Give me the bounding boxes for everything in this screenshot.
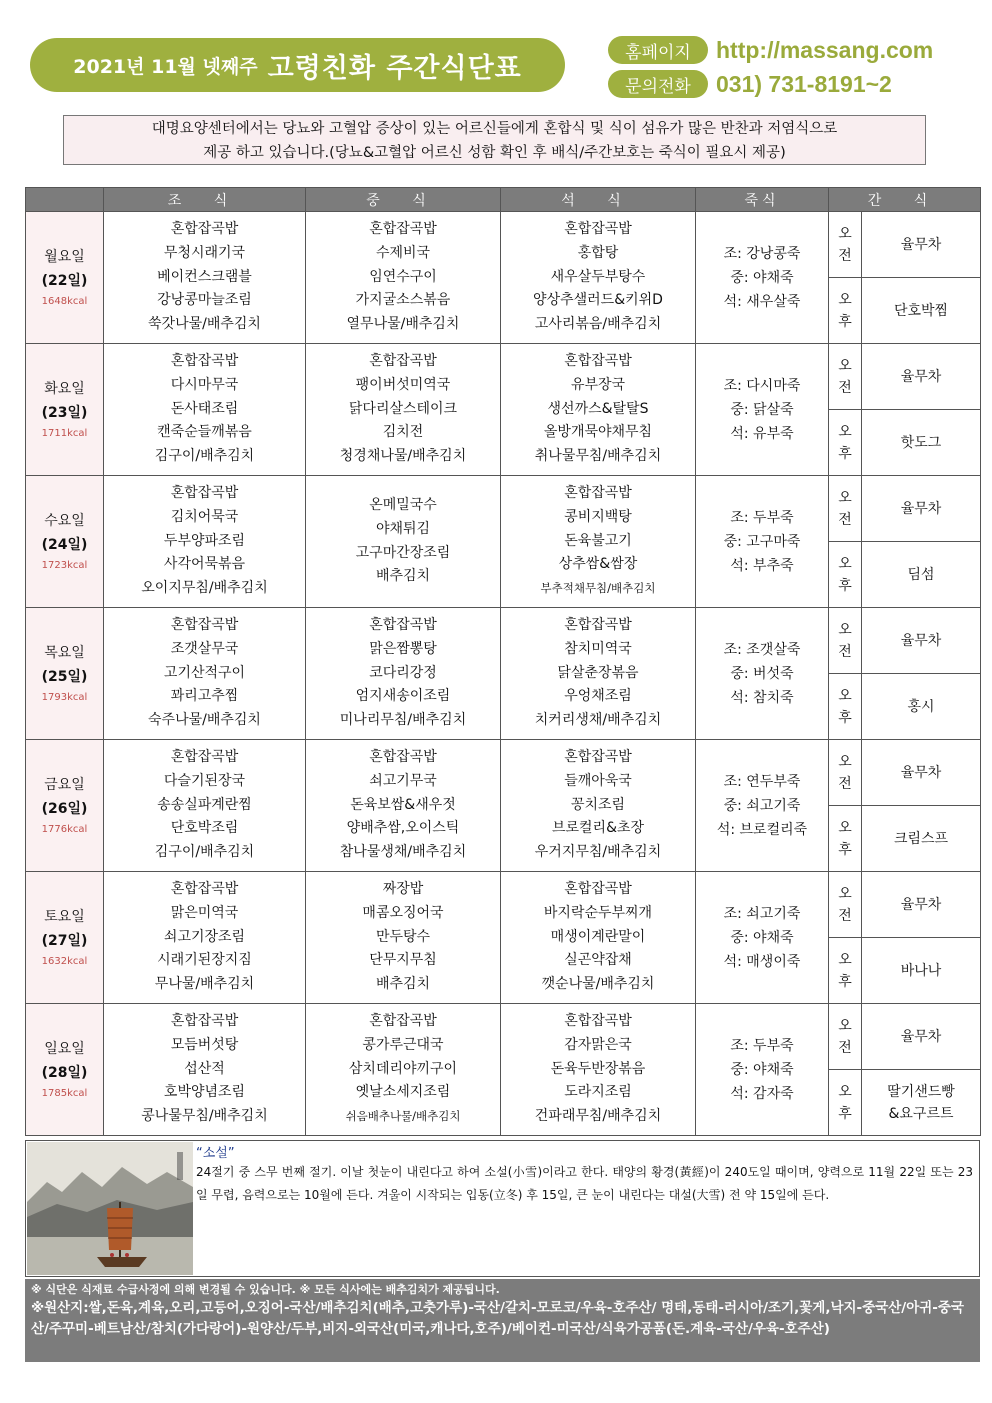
menu-item: 강낭콩마늘조림 [157, 292, 252, 309]
menu-item: 닭살춘장볶음 [557, 664, 639, 681]
menu-item: 실곤약잡채 [564, 952, 632, 969]
porridge-cell [696, 212, 829, 344]
season-text: 24절기 중 스무 번째 절기. 이날 첫눈이 내린다고 하여 소설(小雪)이라고 한다. 태양의 황경(黃經)이 240도일 때이며, 양력으로 11월 22일 또는 23일 무렵, 음력으로는 10월에 든다. 겨울이 시작되는 입동(立冬) 후 15일, 큰 눈이 내린다는 대설(大雪) 전 약 15일에 든다. [196, 1165, 973, 1202]
porridge-cell [696, 476, 829, 608]
menu-item: 청경채나물/배추김치 [339, 448, 467, 465]
menu-item: 수제비국 [375, 244, 431, 261]
menu-item: 캔죽순들깨볶음 [157, 424, 252, 441]
day-name: 목요일 [44, 644, 85, 661]
snack-am-label: 오 전 [829, 740, 862, 806]
dinner-cell [501, 1004, 696, 1136]
menu-item: 혼합잡곡밥 [170, 617, 239, 633]
menu-item: 매콤오징어국 [362, 904, 444, 921]
breakfast-cell [104, 212, 306, 344]
menu-item: 혼합잡곡밥 [170, 1013, 239, 1029]
menu-item: 사각어묵볶음 [163, 556, 246, 573]
snack-pm-label: 오 후 [829, 410, 862, 476]
menu-item: 삼치데리야끼구이 [348, 1060, 458, 1077]
menu-item: 부추적채무침/배추김치 [540, 581, 656, 596]
day-cell [26, 872, 104, 1004]
table-row [26, 1004, 981, 1070]
dinner-cell [501, 212, 696, 344]
snack-am: 율무차 [862, 740, 981, 806]
table-row [26, 608, 981, 674]
snack-pm: 단호박찜 [862, 278, 981, 344]
snack-pm: 핫도그 [862, 410, 981, 476]
snack-pm: 딸기샌드빵 &요구르트 [862, 1070, 981, 1136]
day-date: (28일) [41, 1064, 88, 1081]
menu-item: 숙주나물/배추김치 [148, 712, 261, 729]
porridge-item: 조: 다시마죽 [723, 377, 801, 394]
snack-pm: 딤섬 [862, 542, 981, 608]
porridge-item: 석: 브로컬리죽 [716, 821, 808, 838]
menu-item: 혼합잡곡밥 [369, 617, 437, 633]
menu-item: 들깨아욱국 [564, 772, 632, 789]
title-prefix: 2021년 11월 넷째주 [73, 55, 258, 78]
menu-item: 혼합잡곡밥 [170, 221, 239, 237]
menu-item: 짜장밥 [382, 881, 424, 897]
menu-item: 조갯살무국 [170, 640, 239, 657]
menu-item: 고사리볶음/배추김치 [534, 316, 662, 333]
day-cell [26, 1004, 104, 1136]
menu-item: 돈육불고기 [564, 532, 632, 549]
porridge-item: 석: 참치죽 [730, 689, 794, 706]
season-box [25, 1140, 980, 1277]
porridge-cell [696, 872, 829, 1004]
lunch-cell [306, 1004, 501, 1136]
menu-item: 온메밀국수 [369, 496, 437, 513]
menu-item: 맑은미역국 [170, 904, 239, 921]
snack-pm-label: 오 후 [829, 278, 862, 344]
lunch-cell [306, 740, 501, 872]
day-kcal: 1648kcal [41, 295, 88, 307]
menu-item: 우거지무침/배추김치 [534, 844, 662, 861]
menu-item: 브로컬리&초장 [551, 820, 645, 837]
menu-item: 도라지조림 [564, 1084, 632, 1101]
day-cell [26, 608, 104, 740]
lunch-cell [306, 476, 501, 608]
header-lunch: 중 식 [306, 188, 501, 212]
menu-item: 엄지새송이조림 [355, 688, 451, 705]
breakfast-cell [104, 872, 306, 1004]
porridge-item: 조: 연두부죽 [723, 773, 801, 790]
menu-item: 바지락순두부찌개 [543, 904, 653, 921]
menu-item: 야채튀김 [375, 520, 431, 537]
porridge-item: 석: 새우살죽 [723, 293, 801, 310]
title-banner [30, 38, 565, 92]
porridge-item: 조: 두부죽 [730, 509, 794, 526]
menu-item: 혼합잡곡밥 [369, 221, 437, 237]
header-dinner: 석 식 [501, 188, 696, 212]
porridge-item: 중: 야채죽 [730, 1061, 794, 1078]
season-painting-image [27, 1142, 193, 1275]
porridge-item: 중: 야채죽 [730, 269, 794, 286]
menu-item: 임연수구이 [369, 268, 437, 285]
menu-item: 혼합잡곡밥 [564, 353, 632, 369]
menu-item: 두부양파조림 [163, 532, 246, 549]
day-kcal: 1632kcal [41, 955, 88, 967]
table-row [26, 344, 981, 410]
snack-pm-label: 오 후 [829, 542, 862, 608]
footer-box [25, 1279, 980, 1362]
menu-item: 참나물생채/배추김치 [339, 844, 467, 861]
menu-item: 무청시래기국 [163, 244, 246, 261]
menu-item: 올방개묵야채무침 [543, 424, 653, 441]
day-date: (27일) [41, 932, 88, 949]
menu-item: 돈사태조림 [170, 400, 239, 417]
menu-item: 배추김치 [375, 568, 431, 585]
menu-item: 다시마무국 [170, 376, 239, 393]
porridge-item: 조: 쇠고기죽 [723, 905, 801, 922]
snack-am: 율무차 [862, 476, 981, 542]
snack-am-label: 오 전 [829, 476, 862, 542]
breakfast-cell [104, 608, 306, 740]
lunch-cell [306, 344, 501, 476]
menu-item: 미나리무침/배추김치 [339, 712, 467, 729]
page-title: 고령친화 주간식단표 [267, 52, 522, 84]
porridge-item: 조: 두부죽 [730, 1037, 794, 1054]
table-row [26, 212, 981, 278]
menu-item: 쉬음배추나물/배추김치 [345, 1109, 461, 1124]
snack-am: 율무차 [862, 608, 981, 674]
season-title: “소설” [196, 1146, 235, 1161]
menu-item: 쇠고기무국 [369, 772, 437, 789]
menu-item: 김치어묵국 [170, 508, 239, 525]
menu-item: 혼합잡곡밥 [170, 353, 239, 369]
table-header-row [26, 188, 981, 212]
snack-am: 율무차 [862, 344, 981, 410]
menu-item: 만두탕수 [375, 928, 431, 945]
menu-item: 김치전 [382, 424, 424, 441]
menu-item: 취나물무침/배추김치 [534, 448, 662, 465]
menu-item: 치커리생채/배추김치 [534, 712, 662, 729]
snack-pm-label: 오 후 [829, 1070, 862, 1136]
menu-item: 열무나물/배추김치 [346, 316, 460, 333]
menu-item: 콩가루근대국 [362, 1036, 444, 1053]
menu-item: 모듬버섯탕 [170, 1036, 239, 1053]
day-name: 화요일 [44, 380, 85, 397]
notice-line-1: 대명요양센터에서는 당뇨와 고혈압 증상이 있는 어르신들에게 혼합식 및 식이 섬유가 많은 반찬과 저염식으로 [151, 121, 838, 137]
menu-item: 혼합잡곡밥 [564, 221, 632, 237]
menu-item: 혼합잡곡밥 [564, 749, 632, 765]
menu-item: 팽이버섯미역국 [355, 376, 451, 393]
menu-item: 닭다리살스테이크 [348, 400, 458, 417]
menu-item: 건파래무침/배추김치 [534, 1108, 662, 1125]
menu-item: 꽈리고추찜 [170, 688, 239, 705]
breakfast-cell [104, 740, 306, 872]
breakfast-cell [104, 476, 306, 608]
snack-pm: 홍시 [862, 674, 981, 740]
porridge-item: 조: 조갯살죽 [723, 641, 801, 658]
menu-item: 혼합잡곡밥 [369, 353, 437, 369]
menu-item: 감자맑은국 [564, 1036, 632, 1053]
menu-item: 맑은짬뽕탕 [369, 640, 437, 657]
homepage-link[interactable]: http://massang.com [716, 37, 934, 63]
snack-am-label: 오 전 [829, 344, 862, 410]
menu-item: 고구마간장조림 [355, 544, 451, 561]
porridge-cell [696, 344, 829, 476]
footer-note: ※ 식단은 식재료 수급사정에 의해 변경될 수 있습니다. ※ 모든 식사에는 배추김치가 제공됩니다. [31, 1283, 500, 1296]
day-date: (22일) [41, 272, 88, 289]
day-name: 월요일 [44, 248, 85, 265]
menu-item: 돈육보쌈&새우젓 [350, 796, 456, 813]
day-kcal: 1723kcal [41, 559, 88, 571]
snack-am-label: 오 전 [829, 608, 862, 674]
day-date: (26일) [41, 800, 88, 817]
header-breakfast: 조 식 [104, 188, 306, 212]
porridge-item: 중: 닭살죽 [730, 401, 794, 418]
snack-pm-label: 오 후 [829, 806, 862, 872]
day-kcal: 1711kcal [41, 427, 88, 439]
snack-pm-label: 오 후 [829, 938, 862, 1004]
dinner-cell [501, 608, 696, 740]
snack-pm: 크림스프 [862, 806, 981, 872]
menu-item: 참치미역국 [564, 640, 632, 657]
porridge-cell [696, 1004, 829, 1136]
menu-item: 섭산적 [184, 1060, 225, 1077]
menu-item: 우엉채조림 [564, 688, 632, 705]
dinner-cell [501, 344, 696, 476]
menu-item: 매생이계란말이 [550, 928, 646, 945]
notice-box [63, 115, 926, 165]
menu-item: 쑥갓나물/배추김치 [148, 316, 261, 333]
snack-am-label: 오 전 [829, 872, 862, 938]
lunch-cell [306, 212, 501, 344]
phone-label: 문의전화 [608, 70, 708, 98]
menu-item: 김구이/배추김치 [154, 448, 255, 465]
menu-item: 돈육두반장볶음 [550, 1060, 646, 1077]
menu-item: 상추쌈&쌈장 [558, 556, 638, 573]
menu-item: 양상추샐러드&키위D [533, 292, 663, 309]
day-cell [26, 212, 104, 344]
porridge-cell [696, 608, 829, 740]
menu-item: 단호박조림 [170, 820, 239, 837]
porridge-item: 석: 부추죽 [730, 557, 794, 574]
porridge-item: 중: 야채죽 [730, 929, 794, 946]
porridge-item: 조: 강낭콩죽 [723, 245, 801, 262]
day-cell [26, 476, 104, 608]
day-date: (25일) [41, 668, 88, 685]
menu-item: 혼합잡곡밥 [170, 881, 239, 897]
menu-item: 혼합잡곡밥 [564, 617, 632, 633]
breakfast-cell [104, 1004, 306, 1136]
menu-item: 콩비지백탕 [564, 508, 632, 525]
table-row [26, 740, 981, 806]
menu-item: 시래기된장지짐 [157, 952, 252, 969]
menu-item: 김구이/배추김치 [154, 844, 255, 861]
menu-item: 배추김치 [375, 976, 431, 993]
phone-number: 031) 731-8191~2 [716, 71, 892, 97]
day-kcal: 1776kcal [41, 823, 88, 835]
header-porridge: 죽식 [696, 188, 829, 212]
dinner-cell [501, 740, 696, 872]
menu-item: 혼합잡곡밥 [564, 1013, 632, 1029]
day-date: (23일) [41, 404, 88, 421]
menu-item: 혼합잡곡밥 [564, 881, 632, 897]
homepage-label: 홈페이지 [608, 36, 708, 64]
meal-table [25, 187, 981, 1136]
menu-item: 쇠고기장조림 [163, 928, 246, 945]
day-kcal: 1793kcal [41, 691, 88, 703]
lunch-cell [306, 872, 501, 1004]
porridge-cell [696, 740, 829, 872]
day-name: 금요일 [44, 776, 85, 793]
menu-item: 가지굴소스볶음 [355, 292, 451, 309]
menu-item: 양배추쌈,오이스틱 [346, 820, 460, 837]
menu-item: 옛날소세지조림 [355, 1084, 451, 1101]
snack-pm-label: 오 후 [829, 674, 862, 740]
menu-item: 베이컨스크램블 [157, 268, 252, 285]
menu-item: 혼합잡곡밥 [369, 749, 437, 765]
menu-item: 콩나물무침/배추김치 [141, 1108, 268, 1125]
menu-item: 다슬기된장국 [163, 772, 246, 789]
menu-item: 무나물/배추김치 [154, 976, 255, 993]
breakfast-cell [104, 344, 306, 476]
menu-item: 홍합탕 [577, 244, 619, 261]
menu-item: 깻순나물/배추김치 [541, 976, 655, 993]
menu-item: 단무지무침 [369, 952, 437, 969]
snack-am: 율무차 [862, 1004, 981, 1070]
day-cell [26, 740, 104, 872]
porridge-item: 중: 고구마죽 [723, 533, 801, 550]
porridge-item: 석: 매생이죽 [723, 953, 801, 970]
porridge-item: 석: 유부죽 [730, 425, 794, 442]
menu-item: 혼합잡곡밥 [170, 485, 239, 501]
day-kcal: 1785kcal [41, 1087, 88, 1099]
dinner-cell [501, 872, 696, 1004]
snack-am-label: 오 전 [829, 1004, 862, 1070]
menu-item: 호박양념조림 [163, 1084, 246, 1101]
dinner-cell [501, 476, 696, 608]
menu-item: 유부장국 [570, 376, 626, 393]
snack-am-label: 오 전 [829, 212, 862, 278]
day-name: 일요일 [44, 1040, 85, 1057]
notice-line-2: 제공 하고 있습니다.(당뇨&고혈압 어르신 성함 확인 후 배식/주간보호는 죽식이 필요시 제공) [203, 145, 786, 161]
snack-pm: 바나나 [862, 938, 981, 1004]
day-name: 토요일 [44, 908, 85, 925]
menu-item: 생선까스&탈탈S [547, 400, 649, 417]
snack-am: 율무차 [862, 212, 981, 278]
menu-item: 코다리강정 [369, 664, 437, 681]
snack-am: 율무차 [862, 872, 981, 938]
menu-item: 고기산적구이 [163, 664, 246, 681]
day-cell [26, 344, 104, 476]
menu-item: 꽁치조림 [570, 796, 626, 813]
menu-item: 새우살두부탕수 [550, 268, 646, 285]
table-row [26, 872, 981, 938]
day-date: (24일) [41, 536, 88, 553]
footer-origin: ※원산지:쌀,돈육,계육,오리,고등어,오징어-국산/배추김치(배추,고춧가루)-국산/갈치-모로코/우육-호주산/ 명태,동태-러시아/조기,꽃게,낙지-중국산/아귀-중국산/주꾸미-베트남산/참치(가다랑어)-원양산/두부,비지-외국산(미국,캐나다,호주)/베이컨-미국산/식육가공품(돈.계육-국산/우육-호주산) [31, 1300, 964, 1337]
porridge-item: 석: 감자죽 [730, 1085, 794, 1102]
lunch-cell [306, 608, 501, 740]
porridge-item: 중: 버섯죽 [730, 665, 794, 682]
menu-item: 혼합잡곡밥 [369, 1013, 437, 1029]
header-snack: 간 식 [829, 188, 981, 212]
menu-item: 오이지무침/배추김치 [141, 580, 268, 597]
table-row [26, 476, 981, 542]
menu-item: 송송실파계란찜 [157, 796, 252, 813]
menu-item: 혼합잡곡밥 [170, 749, 239, 765]
porridge-item: 중: 쇠고기죽 [723, 797, 801, 814]
day-name: 수요일 [44, 512, 85, 529]
header-day [26, 188, 104, 212]
menu-item: 혼합잡곡밥 [564, 485, 632, 501]
